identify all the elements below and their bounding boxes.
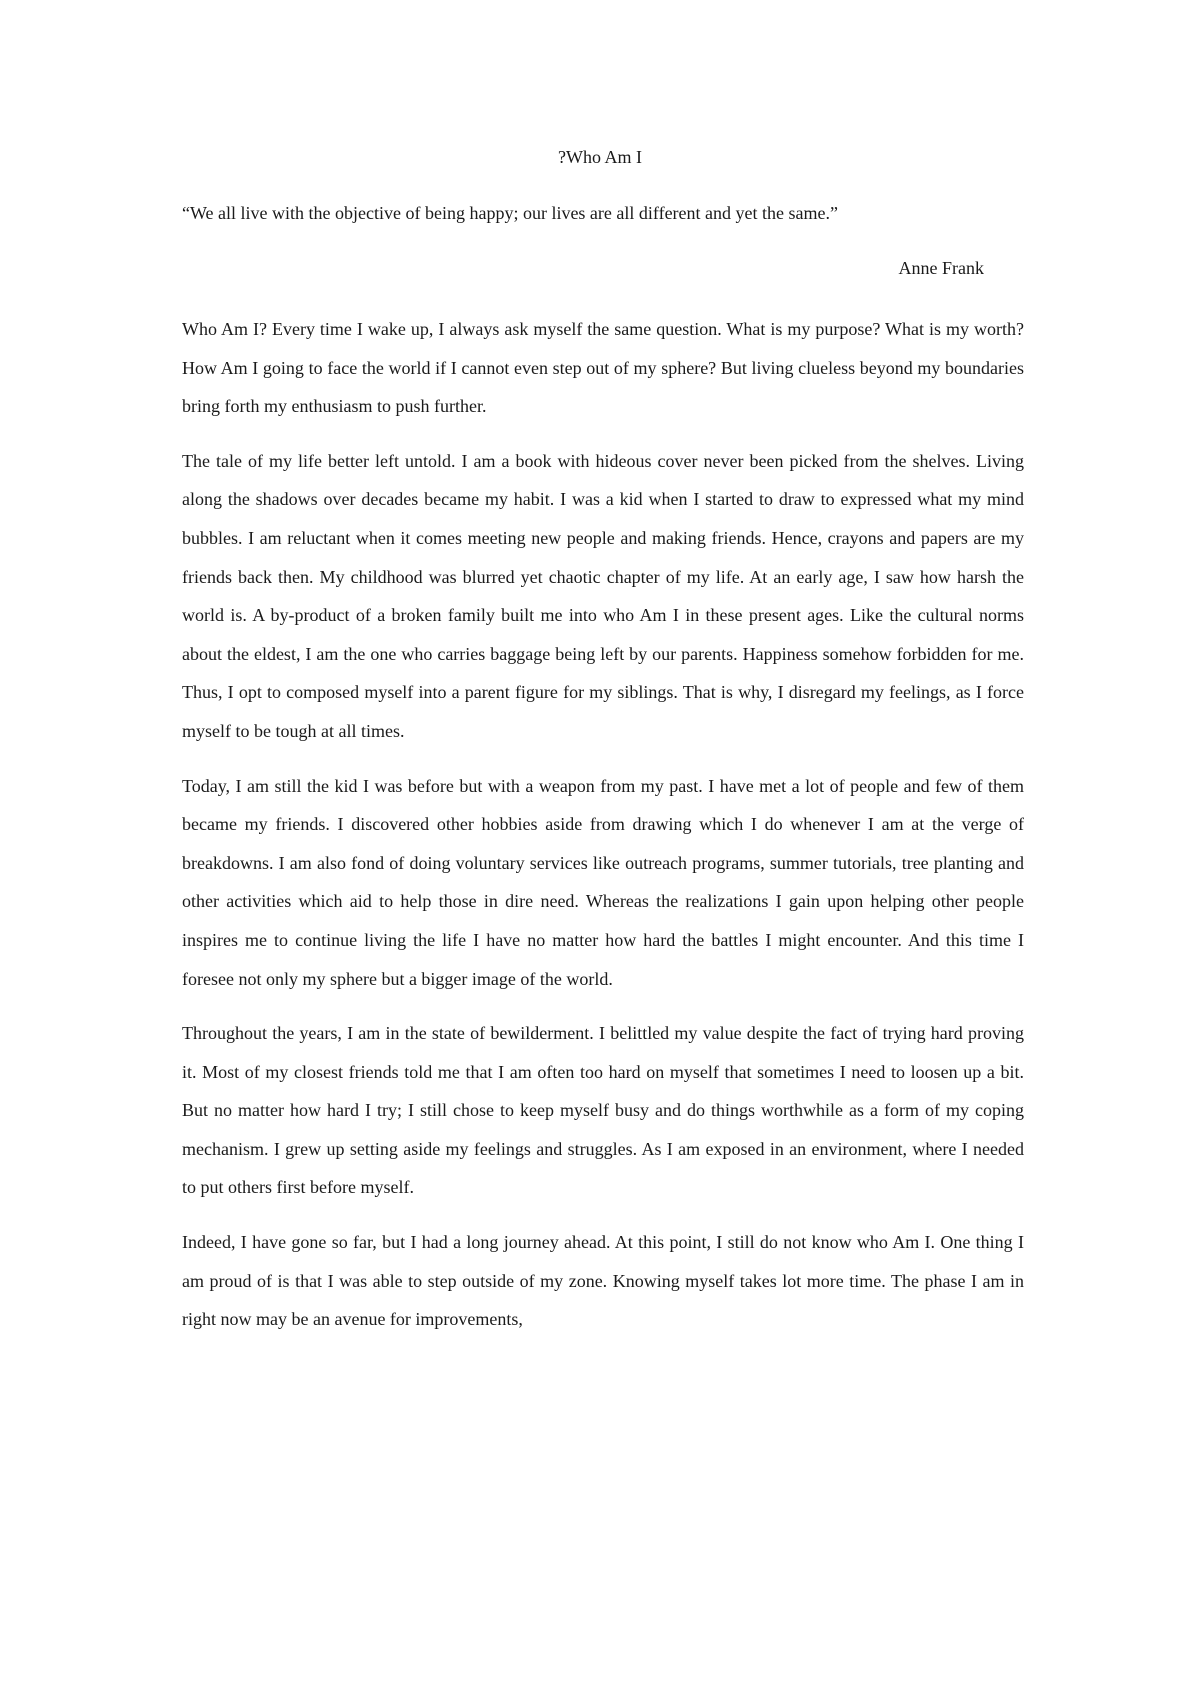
document-title: ?Who Am I: [558, 147, 642, 167]
paragraph-5: Indeed, I have gone so far, but I had a long journey ahead. At this point, I still do not know who Am I. One thing I am proud of is that I was able to step outside of my zone. Knowing myself takes lot more time. The phase I am in right now may be an avenue for improvements,: [182, 1232, 1024, 1330]
paragraph-3: Today, I am still the kid I was before but with a weapon from my past. I have met a lot of people and few of them became my friends. I discovered other hobbies aside from drawing which I do whenever I am at the verge of breakdowns. I am also fond of doing voluntary services like outreach programs, summer tutorials, tree planting and other activities which aid to help those in dire need. Whereas the realizations I gain upon helping other people inspires me to continue living the life I have no matter how hard the battles I might encounter. And this time I foresee not only my sphere but a bigger image of the world.: [182, 775, 1024, 989]
epigraph-attribution: Anne Frank: [898, 258, 984, 278]
paragraph-4: Throughout the years, I am in the state of bewilderment. I belittled my value despite the fact of trying hard proving it. Most of my closest friends told me that I am often too hard on myself that sometimes I need to loosen up a bit. But no matter how hard I try; I still chose to keep myself busy and do things worthwhile as a form of my coping mechanism. I grew up setting aside my feelings and struggles. As I am exposed in an environment, where I needed to put others first before myself.: [182, 1023, 1024, 1198]
essay-body: [182, 310, 1024, 1355]
paragraph-1: Who Am I? Every time I wake up, I always ask myself the same question. What is my purpose? What is my worth? How Am I going to face the world if I cannot even step out of my sphere? But living clueless beyond my boundaries bring forth my enthusiasm to push further.: [182, 319, 1024, 417]
paragraph-2: The tale of my life better left untold. I am a book with hideous cover never been picked from the shelves. Living along the shadows over decades became my habit. I was a kid when I started to draw to expressed what my mind bubbles. I am reluctant when it comes meeting new people and making friends. Hence, crayons and papers are my friends back then. My childhood was blurred yet chaotic chapter of my life. At an early age, I saw how harsh the world is. A by-product of a broken family built me into who Am I in these present ages. Like the cultural norms about the eldest, I am the one who carries baggage being left by our parents. Happiness somehow forbidden for me. Thus, I opt to composed myself into a parent figure for my siblings. That is why, I disregard my feelings, as I force myself to be tough at all times.: [182, 450, 1024, 741]
epigraph-quote: “We all live with the objective of being happy; our lives are all different and yet the same.”: [182, 203, 838, 223]
